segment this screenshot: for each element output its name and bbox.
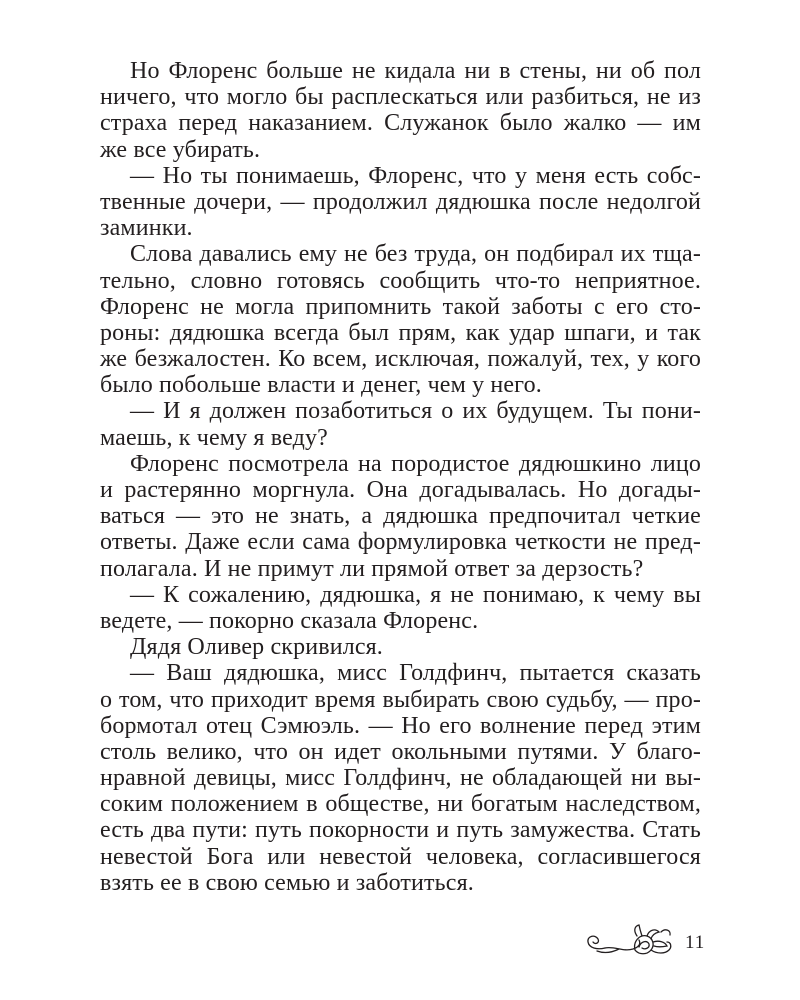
text-line: заминки. [100,215,193,242]
text-line: бормотал отец Сэмюэль. — Но его волнение перед этим [100,712,701,739]
text-line: же безжалостен. Ко всем, исключая, пожалуй, тех, у кого [100,346,701,373]
text-line: — Но ты понимаешь, Флоренс, что у меня есть собс- [130,162,701,189]
text-line: — И я должен позаботиться о их будущем. Ты пони- [130,398,701,425]
text-line: тельно, словно готовясь сообщить что-то неприятное. [100,267,701,294]
text-line: твенные дочери, — продолжил дядюшка после недолгой [100,188,701,215]
text-line: ответы. Даже если сама формулировка четкости не пред- [100,529,701,556]
text-line: и растерянно моргнула. Она догадывалась. Но догады- [100,477,701,503]
text-line: роны: дядюшка всегда был прям, как удар шпаги, и так [100,319,701,346]
text-line: ведете, — покорно сказала Флоренс. [100,607,479,634]
text-line: Но Флоренс больше не кидала ни в стены, ни об пол [130,58,701,84]
text-line: ничего, что могло бы расплескаться или разбиться, не из [100,84,701,111]
text-line: же все убирать. [100,136,261,163]
text-line: — К сожалению, дядюшка, я не понимаю, к чему вы [130,581,701,608]
text-line: страха перед наказанием. Служанок было жалко — им [100,110,701,137]
text-line: о том, что приходит время выбирать свою судьбу, — про- [100,686,701,713]
text-line: полагала. И не примут ли прямой ответ за дерзость? [100,555,644,582]
text-line: есть два пути: путь покорности и путь замужества. Стать [100,817,701,844]
floral-flourish-icon [575,918,685,966]
page-number: 11 [685,932,706,953]
text-line: взять ее в свою семью и заботиться. [100,869,474,896]
text-line: ваться — это не знать, а дядюшка предпочитал четкие [100,503,701,530]
body-text [100,58,701,896]
text-line: нравной девицы, мисс Голдфинч, не обладающей ни вы- [100,765,701,792]
text-line: столь велико, что он идет окольными путями. У благо- [100,738,701,765]
text-line: Дядя Оливер скривился. [130,634,383,661]
text-line: Слова давались ему не без труда, он подбирал их тща- [130,241,701,268]
text-line: соким положением в обществе, ни богатым наследством, [100,791,701,818]
text-line: Флоренс посмотрела на породистое дядюшкино лицо [130,450,701,477]
text-line: было побольше власти и денег, чем у него. [100,372,542,399]
text-line: — Ваш дядюшка, мисс Голдфинч, пытается сказать [130,660,701,687]
page-footer [575,918,715,966]
text-line: невестой Бога или невестой человека, согласившегося [100,843,701,870]
text-line: Флоренс не могла припомнить такой заботы с его сто- [100,293,701,320]
text-line: маешь, к чему я веду? [100,424,328,451]
